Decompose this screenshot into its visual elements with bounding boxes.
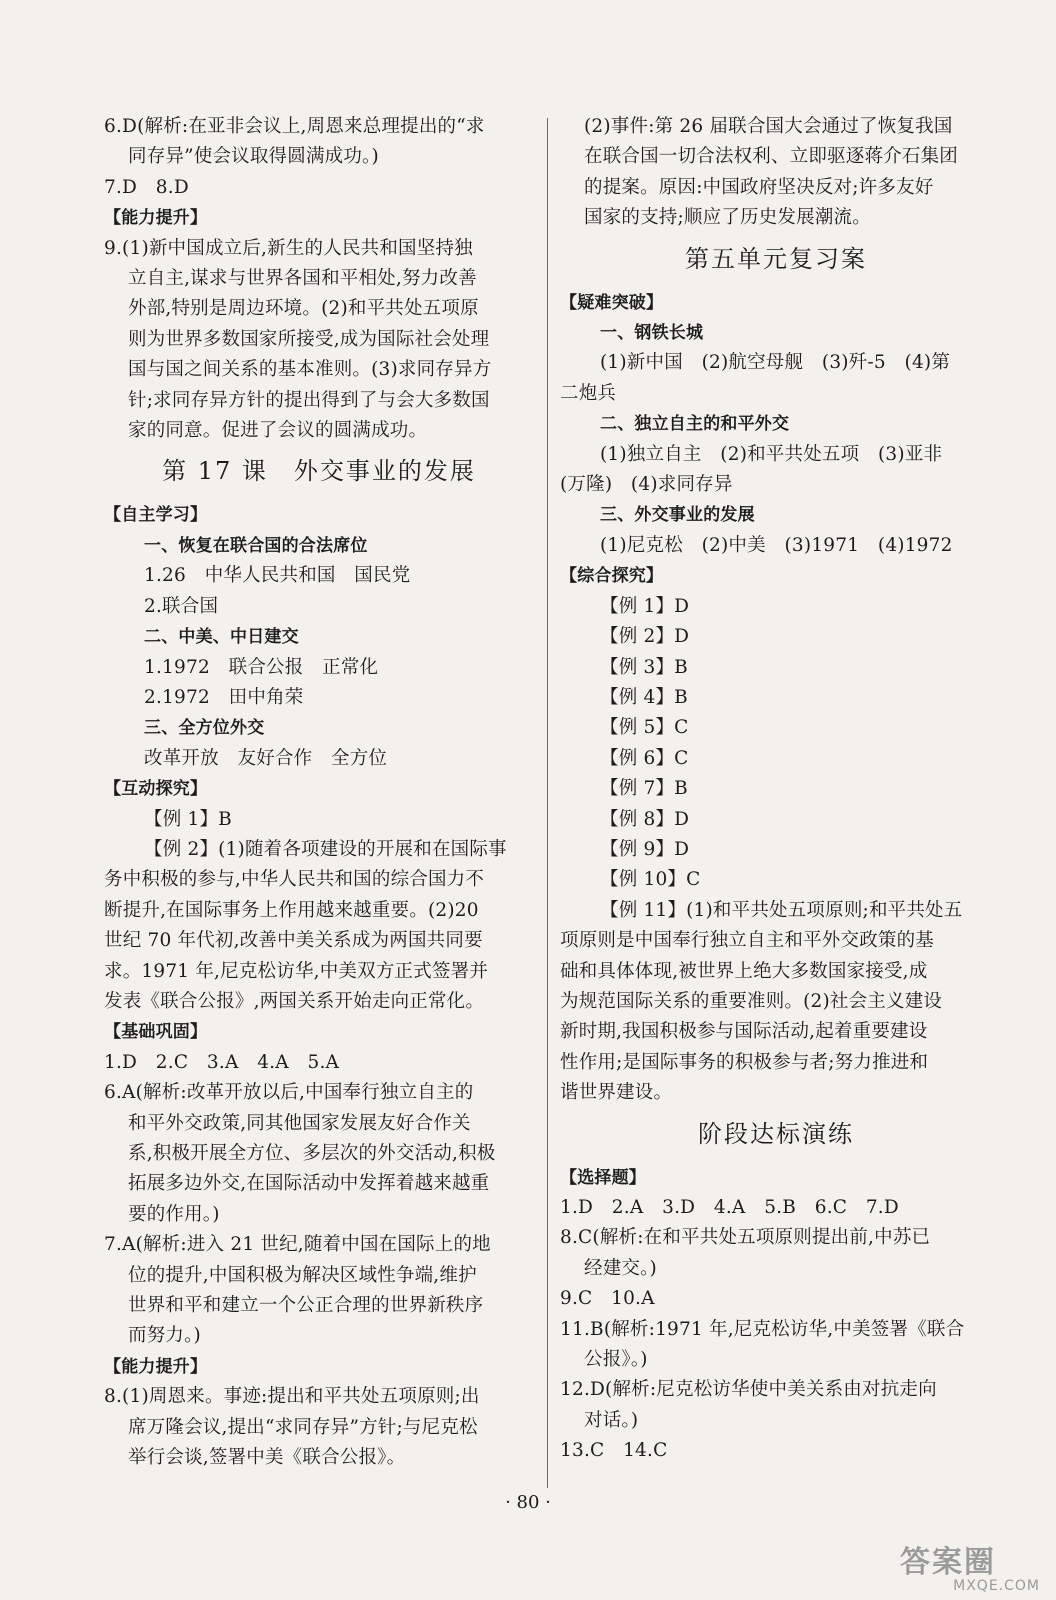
text-line: 的提案。原因:中国政府坚决反对;许多友好	[584, 176, 934, 198]
section-heading: 【基础巩固】	[104, 1022, 208, 1043]
text-line: 9.(1)新中国成立后,新生的人民共和国坚持独	[104, 237, 473, 259]
section-title: 第五单元复习案	[685, 244, 867, 273]
text-line: 9.C 10.A	[560, 1288, 655, 1310]
text-line: 对话。)	[584, 1409, 639, 1431]
text-line: 要的作用。)	[128, 1203, 220, 1225]
section-heading: 【能力提升】	[104, 208, 208, 229]
site-watermark	[900, 1545, 1040, 1594]
text-line: 【例 4】B	[600, 686, 688, 708]
text-line: 7.D 8.D	[104, 176, 189, 198]
text-line: 席万隆会议,提出“求同存异”方针;与尼克松	[128, 1416, 478, 1438]
text-line: 则为世界多数国家所接受,成为国际社会处理	[128, 328, 490, 350]
text-line: 二、中美、中日建交	[144, 627, 299, 648]
text-line: 系,积极开展全方位、多层次的外交活动,积极	[128, 1143, 496, 1164]
text-line: 7.A(解析:进入 21 世纪,随着中国在国际上的地	[104, 1234, 491, 1256]
section-heading: 【互动探究】	[104, 779, 208, 800]
text-line: 而努力。)	[128, 1325, 201, 1347]
text-line: 13.C 14.C	[560, 1440, 668, 1462]
text-line: 6.A(解析:改革开放以后,中国奉行独立自主的	[104, 1082, 474, 1104]
text-line: 三、外交事业的发展	[600, 505, 755, 526]
column-divider	[547, 118, 548, 1488]
text-line: 断提升,在国际事务上作用越来越重要。(2)20	[104, 899, 479, 921]
watermark-url: MXQE.COM	[953, 1578, 1040, 1594]
text-line: 【例 8】D	[600, 808, 690, 830]
text-line: 12.D(解析:尼克松访华使中美关系由对抗走向	[560, 1379, 937, 1401]
text-line: 8.(1)周恩来。事迹:提出和平共处五项原则;出	[104, 1386, 480, 1408]
text-line: 【例 1】B	[144, 808, 232, 830]
text-line: 1.1972 联合公报 正常化	[144, 656, 379, 678]
section-heading: 【能力提升】	[104, 1356, 208, 1377]
text-line: 外部,特别是周边环境。(2)和平共处五项原	[128, 298, 479, 320]
section-title: 阶段达标演练	[698, 1119, 854, 1148]
text-line: 二、独立自主的和平外交	[600, 414, 790, 435]
text-line: 【例 11】(1)和平共处五项原则;和平共处五	[600, 899, 963, 921]
text-line: 针;求同存异方针的提出得到了与会大多数国	[128, 389, 490, 411]
text-line: 举行会谈,签署中美《联合公报》。	[128, 1447, 406, 1469]
section-title: 第 17 课 外交事业的发展	[162, 457, 476, 486]
section-heading: 【综合探究】	[560, 566, 664, 587]
section-heading: 【疑难突破】	[560, 292, 664, 313]
text-line: 世纪 70 年代初,改善中美关系成为两国共同要	[104, 930, 483, 952]
text-line: 和平外交政策,同其他国家发展友好合作关	[128, 1112, 471, 1134]
text-line: 【例 10】C	[600, 869, 701, 891]
text-line: 求。1971 年,尼克松访华,中美双方正式签署并	[104, 960, 489, 982]
text-line: 同存异”使会议取得圆满成功。)	[128, 146, 379, 168]
text-line: 【例 3】B	[600, 656, 688, 678]
text-line: 性作用;是国际事务的积极参与者;努力推进和	[560, 1051, 929, 1073]
text-line: 国家的支持;顺应了历史发展潮流。	[584, 207, 871, 229]
right-column	[560, 112, 992, 1467]
text-line: 二炮兵	[560, 382, 617, 404]
text-line: 经建交。)	[584, 1257, 657, 1279]
text-line: 一、钢铁长城	[600, 323, 704, 344]
text-line: 【例 6】C	[600, 747, 689, 769]
watermark-logo: 答案圈	[900, 1545, 996, 1580]
text-line: (2)事件:第 26 届联合国大会通过了恢复我国	[584, 116, 953, 137]
text-line: 础和具体体现,被世界上绝大多数国家接受,成	[560, 960, 928, 982]
page-number: · 80 ·	[505, 1492, 551, 1513]
text-line: 改革开放 友好合作 全方位	[144, 747, 388, 769]
text-line: 1.D 2.C 3.A 4.A 5.A	[104, 1051, 340, 1073]
text-line: 【例 9】D	[600, 838, 690, 860]
text-line: 【例 1】D	[600, 595, 690, 617]
text-line: 新时期,我国积极参与国际活动,起着重要建设	[560, 1021, 928, 1043]
left-column	[104, 112, 534, 1473]
section-heading: 【自主学习】	[104, 505, 208, 526]
text-line: 谐世界建设。	[560, 1082, 673, 1104]
text-line: 国与国之间关系的基本准则。(3)求同存异方	[128, 359, 492, 381]
text-line: 2.联合国	[144, 595, 219, 617]
text-line: (万隆) (4)求同存异	[560, 474, 733, 496]
text-line: 发表《联合公报》,两国关系开始走向正常化。	[104, 990, 485, 1012]
text-line: 拓展多边外交,在国际活动中发挥着越来越重	[128, 1173, 490, 1195]
text-line: 1.26 中华人民共和国 国民党	[144, 565, 411, 587]
text-line: 【例 7】B	[600, 778, 688, 800]
text-line: 8.C(解析:在和平共处五项原则提出前,中苏已	[560, 1227, 931, 1249]
text-line: 11.B(解析:1971 年,尼克松访华,中美签署《联合	[560, 1318, 965, 1340]
text-line: (1)新中国 (2)航空母舰 (3)歼-5 (4)第	[600, 352, 951, 374]
text-line: 2.1972 田中角荣	[144, 686, 304, 708]
text-line: 三、全方位外交	[144, 718, 265, 739]
section-heading: 【选择题】	[560, 1167, 646, 1188]
text-line: 一、恢复在联合国的合法席位	[144, 535, 368, 556]
text-line: 【例 2】(1)随着各项建设的开展和在国际事	[144, 838, 507, 860]
text-line: (1)独立自主 (2)和平共处五项 (3)亚非	[600, 443, 943, 465]
text-line: 6.D(解析:在亚非会议上,周恩来总理提出的“求	[104, 116, 485, 137]
text-line: 公报》。)	[584, 1349, 648, 1371]
text-line: 务中积极的参与,中华人民共和国的综合国力不	[104, 869, 485, 891]
text-line: 位的提升,中国积极为解决区域性争端,维护	[128, 1264, 477, 1286]
text-line: 立自主,谋求与世界各国和平相处,努力改善	[128, 268, 477, 290]
text-line: 1.D 2.A 3.D 4.A 5.B 6.C 7.D	[560, 1197, 899, 1218]
text-line: 在联合国一切合法权利、立即驱逐蒋介石集团	[584, 146, 959, 168]
text-line: 为规范国际关系的重要准则。(2)社会主义建设	[560, 990, 943, 1012]
text-line: 【例 5】C	[600, 717, 689, 739]
text-line: 项原则是中国奉行独立自主和平外交政策的基	[560, 930, 935, 952]
text-line: 【例 2】D	[600, 626, 690, 648]
text-line: (1)尼克松 (2)中美 (3)1971 (4)1972	[600, 534, 953, 556]
text-line: 家的同意。促进了会议的圆满成功。	[128, 420, 428, 442]
text-line: 世界和平和建立一个公正合理的世界新秩序	[128, 1295, 484, 1317]
